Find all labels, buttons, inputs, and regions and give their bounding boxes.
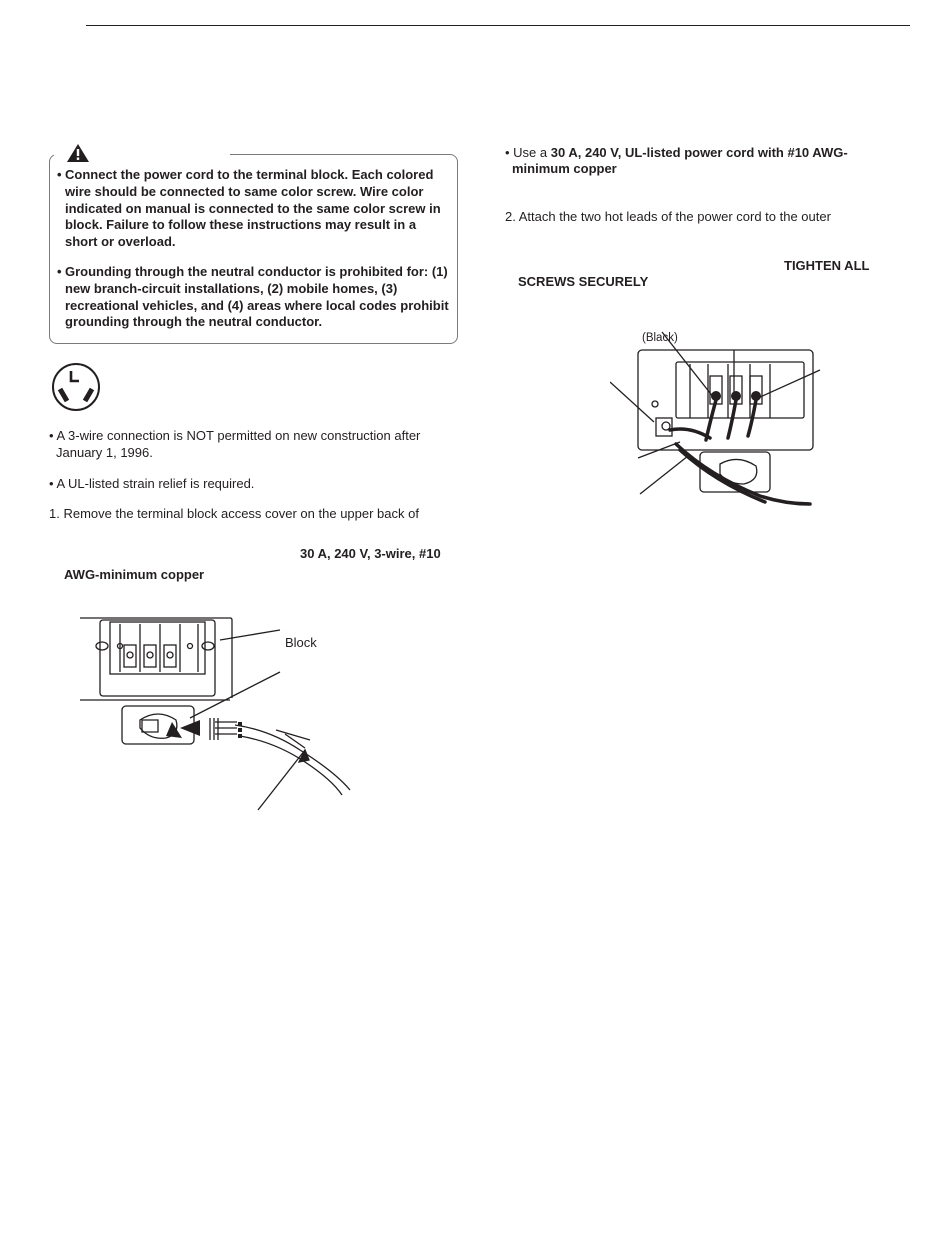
tighten-line2: SCREWS SECURELY [518,274,649,289]
bullet-power-cord-line2: minimum copper [512,161,617,176]
bullet-strain-relief: • A UL-listed strain relief is required. [49,476,255,491]
warning-item-grounding: • Grounding through the neutral conductor is prohibited for: (1) new branch-circuit installations, (2) mobile homes, (3) recreational vehicles, and (4) areas where local codes prohibit grounding through the neutral conductor. [57,264,451,331]
step-2-line1: 2. Attach the two hot leads of the power cord to the outer [505,209,831,224]
step-1-bold-line1: 30 A, 240 V, 3-wire, #10 [300,546,441,561]
bullet-text: A UL-listed strain relief is required. [56,476,255,491]
three-wire-receptacle-icon [51,362,101,412]
power-cord-connection-figure [610,326,830,506]
figure-label-black: (Black) [642,332,678,344]
warning-item-text: Connect the power cord to the terminal block. Each colored wire should be connected to same color screw. Wire color indicated on manual is connected to the same color screw in block. Failure to follow these instructions may result in a short or overload. [65,167,441,250]
warning-triangle-icon [66,143,90,163]
step-1-bold-line2: AWG-minimum copper [64,567,205,582]
bullet-prefix: Use a [513,145,548,160]
warning-item-text: Grounding through the neutral conductor is prohibited for: (1) new branch-circuit installations, (2) mobile homes, (3) recreational vehicles, and (4) areas where local codes prohibit grounding through the neutral conductor. [65,264,449,330]
tighten-line1: TIGHTEN ALL [784,258,870,273]
bullet-three-wire-line1: • A 3-wire connection is NOT permitted on new construction after [49,428,421,443]
bullet-bold-text: 30 A, 240 V, UL-listed power cord with #10 AWG- [550,145,848,160]
terminal-block-cover-figure [80,610,370,815]
step-1-line1: 1. Remove the terminal block access cover on the upper back of [49,506,419,521]
warning-item-short-circuit: • Connect the power cord to the terminal block. Each colored wire should be connected to same color screw. Wire color indicated on manual is connected to the same color screw in block. Failure to follow these instructions may result in a short or overload. [57,167,451,251]
bullet-power-cord-line1: • Use a 30 A, 240 V, UL-listed power cord with #10 AWG- [505,145,848,160]
bullet-text: A 3-wire connection is NOT permitted on new construction after [56,428,421,443]
top-rule [86,25,910,26]
figure-label-block: Block [285,635,317,650]
bullet-three-wire-line2: January 1, 1996. [56,445,153,460]
